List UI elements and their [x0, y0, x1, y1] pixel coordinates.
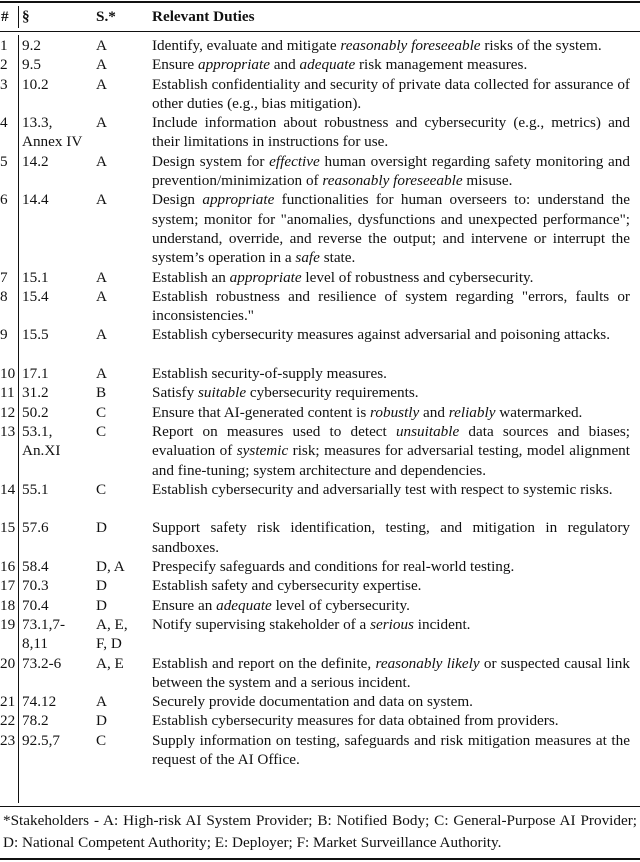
row-section: 57.6 — [22, 519, 49, 537]
table-row — [0, 576, 640, 595]
row-number: 17 — [0, 577, 16, 595]
table-row — [0, 190, 640, 267]
row-section: 15.5 — [22, 326, 49, 344]
row-duty: Establish security-of-supply measures. — [152, 365, 387, 383]
row-section: 14.2 — [22, 152, 49, 170]
row-number: 22 — [0, 712, 16, 730]
row-duty: Ensure that AI-generated content is robustly and reliably watermarked. — [152, 403, 583, 421]
row-duty: Establish an appropriate level of robustness and cybersecurity. — [152, 268, 534, 286]
table-row — [0, 596, 640, 615]
row-duty: Prespecify safeguards and conditions for real-world testing. — [152, 558, 515, 576]
row-stakeholder: D — [96, 596, 107, 614]
row-stakeholder: A, E — [96, 654, 124, 672]
table-row — [0, 692, 640, 711]
row-stakeholder: C — [96, 403, 107, 421]
row-section: 78.2 — [22, 712, 49, 730]
row-duty: Include information about robustness and cybersecurity (e.g., metrics) and their limitations in instructions for use. — [152, 114, 630, 151]
row-stakeholder: A, E, F, D — [96, 615, 128, 653]
row-section: 15.1 — [22, 268, 49, 286]
row-section: 70.4 — [22, 596, 49, 614]
table-row — [0, 113, 640, 152]
row-number: 21 — [0, 693, 16, 711]
row-duty: Establish safety and cybersecurity expertise. — [152, 577, 422, 595]
table-header-row — [0, 7, 640, 27]
row-stakeholder: C — [96, 422, 107, 440]
row-section: 14.4 — [22, 191, 49, 209]
row-number: 14 — [0, 480, 16, 498]
table-row — [0, 55, 640, 74]
row-stakeholder: A — [96, 365, 107, 383]
row-section: 9.2 — [22, 37, 41, 54]
table-row — [0, 287, 640, 326]
table-row — [0, 325, 640, 364]
row-stakeholder: A — [96, 287, 107, 305]
table-row — [0, 383, 640, 402]
row-number: 2 — [0, 56, 8, 74]
column-divider — [18, 6, 19, 28]
table-bottom-rule — [0, 858, 640, 860]
row-number: 8 — [0, 287, 8, 305]
row-number: 19 — [0, 615, 16, 633]
table-row — [0, 422, 640, 480]
row-duty: Establish robustness and resilience of system regarding "errors, faults or inconsistencies." — [152, 287, 630, 325]
row-stakeholder: C — [96, 731, 107, 749]
table-row — [0, 731, 640, 770]
table-row — [0, 518, 640, 557]
row-stakeholder: A — [96, 114, 107, 132]
row-section: 10.2 — [22, 75, 49, 93]
row-section: 55.1 — [22, 480, 49, 498]
row-duty: Establish cybersecurity measures for data obtained from providers. — [152, 712, 559, 730]
row-number: 9 — [0, 326, 8, 344]
table-row — [0, 557, 640, 576]
row-stakeholder: A — [96, 693, 107, 711]
table-row — [0, 615, 640, 654]
row-section: 17.1 — [22, 365, 49, 383]
header-section: § — [22, 8, 30, 25]
row-number: 7 — [0, 268, 8, 286]
row-duty: Ensure appropriate and adequate risk management measures. — [152, 56, 528, 74]
row-section: 9.5 — [22, 56, 41, 74]
row-section: 92.5,7 — [22, 731, 60, 749]
row-duty: Securely provide documentation and data on system. — [152, 693, 473, 711]
table-row — [0, 152, 640, 191]
row-duty: Supply information on testing, safeguards and risk mitigation measures at the request of the AI Office. — [152, 731, 630, 768]
row-stakeholder: A — [96, 191, 107, 209]
row-number: 23 — [0, 731, 16, 749]
row-duty: Establish cybersecurity and adversarially test with respect to systemic risks. — [152, 480, 613, 498]
row-stakeholder: A — [96, 268, 107, 286]
table-row — [0, 654, 640, 693]
row-stakeholder: D, A — [96, 558, 125, 576]
stakeholder-footnote: *Stakeholders - A: High-risk AI System Provider; B: Notified Body; C: General-Purpose AI Provider; D: National Competent Authority; E: Deployer; F: Market Surveillance Authority. — [3, 812, 637, 851]
row-stakeholder: A — [96, 326, 107, 344]
table-header-rule — [0, 31, 640, 32]
row-section: 58.4 — [22, 558, 49, 576]
table-footnote-rule — [0, 806, 640, 807]
row-section: 31.2 — [22, 384, 49, 402]
header-number: # — [1, 8, 9, 25]
row-number: 15 — [0, 519, 16, 537]
row-duty: Establish and report on the definite, reasonably likely or suspected causal link between the system and a serious incident. — [152, 654, 630, 691]
row-duty: Notify supervising stakeholder of a serious incident. — [152, 615, 471, 633]
row-number: 11 — [0, 384, 15, 402]
row-stakeholder: D — [96, 577, 107, 595]
row-section: 50.2 — [22, 403, 49, 421]
header-duties: Relevant Duties — [152, 8, 255, 25]
table-row — [0, 480, 640, 519]
row-duty: Design system for effective human oversight regarding safety monitoring and prevention/minimization of reasonably foreseeable misuse. — [152, 152, 630, 190]
row-duty: Establish cybersecurity measures against adversarial and poisoning attacks. — [152, 326, 611, 344]
row-stakeholder: A — [96, 56, 107, 74]
row-number: 12 — [0, 403, 16, 421]
row-number: 3 — [0, 75, 8, 93]
row-stakeholder: A — [96, 37, 107, 54]
row-duty: Support safety risk identification, testing, and mitigation in regulatory sandboxes. — [152, 519, 630, 556]
row-number: 10 — [0, 365, 16, 383]
row-stakeholder: D — [96, 712, 107, 730]
row-stakeholder: A — [96, 152, 107, 170]
row-number: 5 — [0, 152, 8, 170]
row-stakeholder: C — [96, 480, 107, 498]
row-number: 6 — [0, 191, 8, 209]
table-top-rule — [0, 1, 640, 3]
row-number: 13 — [0, 422, 16, 440]
row-duty: Identify, evaluate and mitigate reasonably foreseeable risks of the system. — [152, 37, 602, 54]
table-body — [0, 36, 640, 769]
row-section: 70.3 — [22, 577, 49, 595]
row-number: 18 — [0, 596, 16, 614]
row-stakeholder: B — [96, 384, 107, 402]
row-section: 74.12 — [22, 693, 57, 711]
table-row — [0, 403, 640, 422]
row-number: 16 — [0, 558, 16, 576]
row-section: 73.2-6 — [22, 654, 62, 672]
row-duty: Satisfy suitable cybersecurity requirements. — [152, 384, 419, 402]
row-section: 13.3, Annex IV — [22, 114, 83, 151]
row-duty: Design appropriate functionalities for human overseers to: understand the system; monitor for "anomalies, dysfunctions and unexpected performance"; understand, override, and reverse the output; and intervene or interrupt the system’s operation in a safe state. — [152, 191, 631, 267]
row-section: 53.1, An.XI — [22, 422, 61, 460]
table-row — [0, 36, 640, 55]
row-section: 15.4 — [22, 287, 49, 305]
row-number: 4 — [0, 114, 8, 132]
row-stakeholder: D — [96, 519, 107, 537]
table-row — [0, 364, 640, 383]
row-number: 1 — [0, 37, 8, 54]
row-stakeholder: A — [96, 75, 107, 93]
row-duty: Ensure an adequate level of cybersecurity. — [152, 596, 410, 614]
row-duty: Report on measures used to detect unsuitable data sources and biases; evaluation of systemic risk; measures for adversarial testing, model alignment and fine-tuning; system architecture and dependencies. — [152, 422, 630, 479]
row-duty: Establish confidentiality and security of private data collected for assurance of other duties (e.g., bias mitigation). — [152, 75, 630, 112]
row-number: 20 — [0, 654, 16, 672]
table-row — [0, 711, 640, 730]
table-row — [0, 75, 640, 114]
table-row — [0, 268, 640, 287]
row-section: 73.1,7- 8,11 — [22, 615, 66, 653]
header-stakeholder: S.* — [96, 8, 116, 25]
